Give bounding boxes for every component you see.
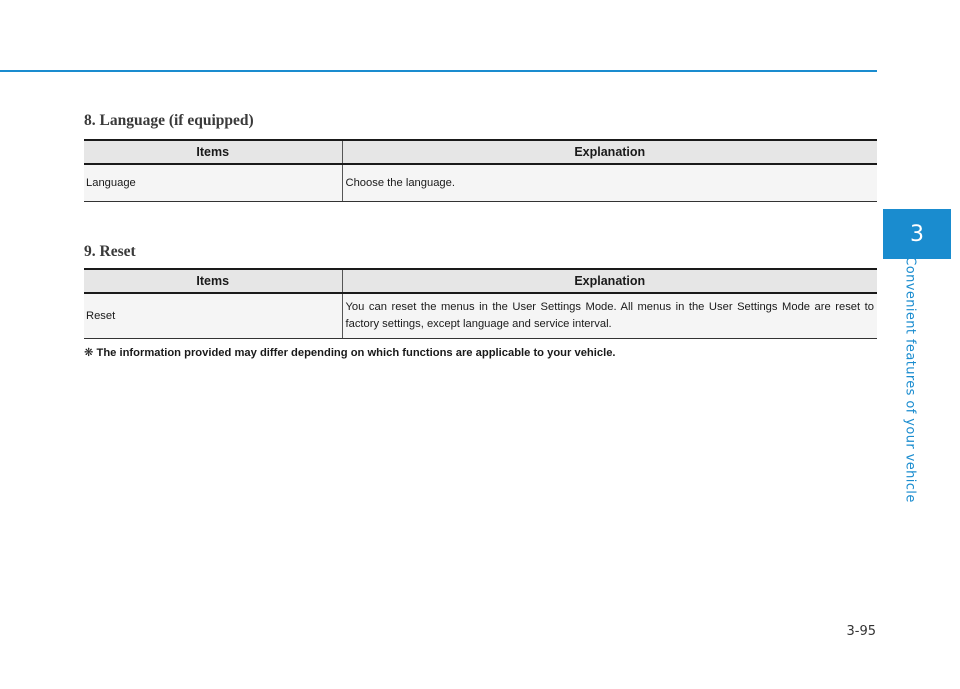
row-explanation: You can reset the menus in the User Settings Mode. All menus in the User Settings Mode are reset to factory settings, except language and service interval. (342, 293, 877, 339)
header-explanation: Explanation (342, 269, 877, 293)
language-table (84, 139, 877, 202)
reset-table (84, 268, 877, 339)
section-title-language: 8. Language (if equipped) (84, 112, 254, 129)
chapter-tab (883, 209, 951, 259)
header-items: Items (84, 140, 342, 164)
row-explanation: Choose the language. (342, 164, 877, 202)
table-row (84, 164, 877, 202)
row-item: Language (84, 164, 342, 202)
chapter-label-container (899, 255, 921, 503)
row-item: Reset (84, 293, 342, 339)
page-number: 3-95 (846, 624, 876, 639)
section-title-reset: 9. Reset (84, 243, 136, 260)
top-rule (0, 70, 877, 72)
chapter-number: 3 (910, 221, 924, 247)
header-explanation: Explanation (342, 140, 877, 164)
footnote: ❋ The information provided may differ depending on which functions are applicable to your vehicle. (84, 347, 616, 359)
header-items: Items (84, 269, 342, 293)
table-header-row (84, 269, 877, 293)
table-row (84, 293, 877, 339)
chapter-label: Convenient features of your vehicle (902, 255, 918, 503)
table-header-row (84, 140, 877, 164)
